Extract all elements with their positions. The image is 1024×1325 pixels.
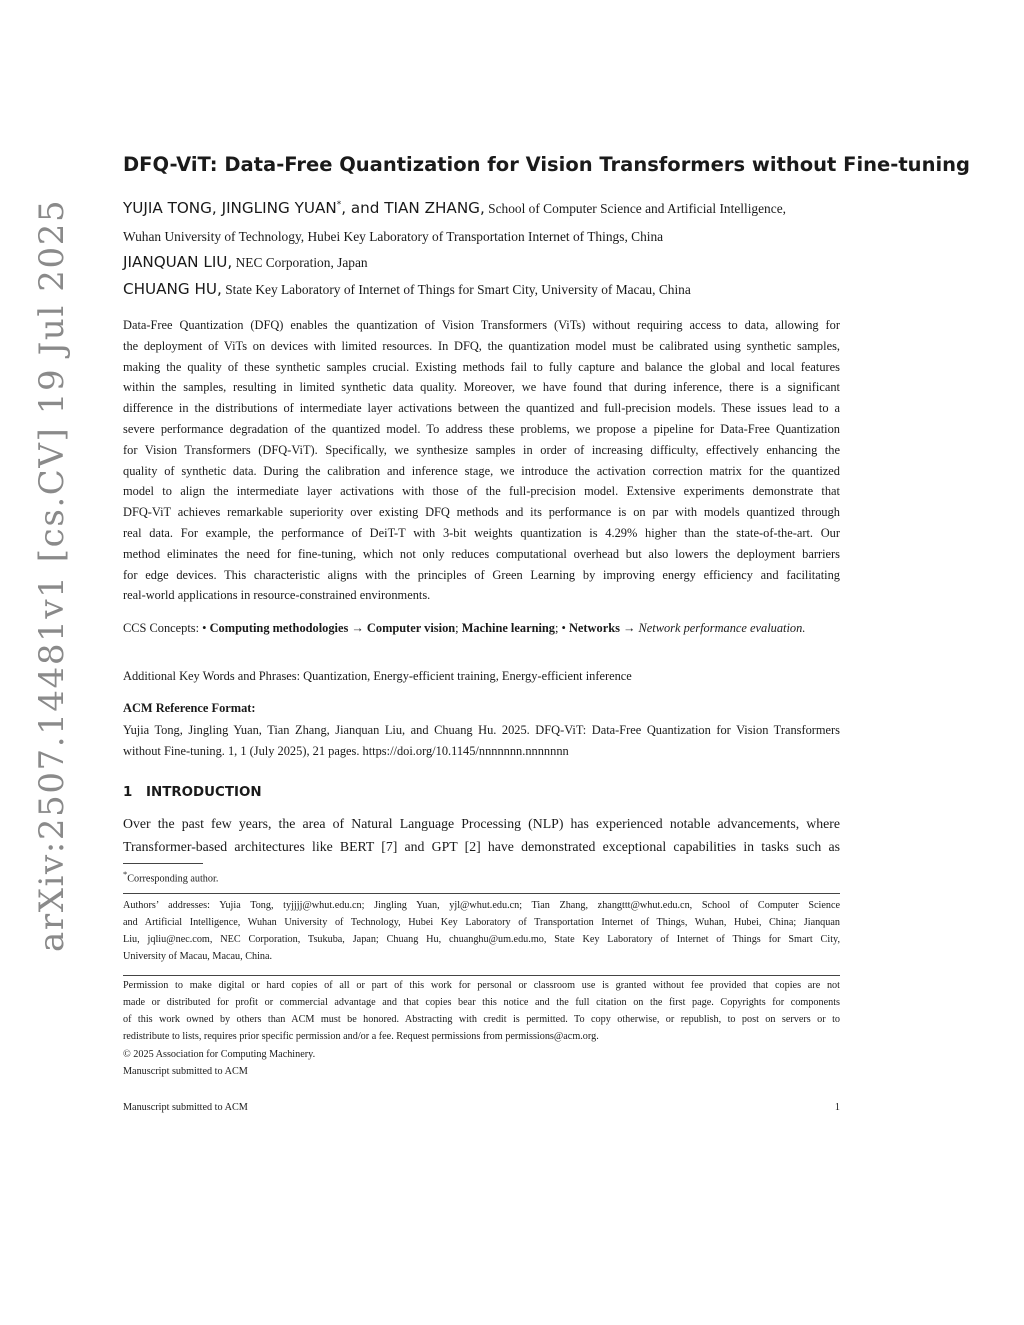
reference-format xyxy=(123,720,840,762)
abstract-line: quality of synthetic data. During the calibration and inference stage, we introduce the activation correction matrix for the quantized xyxy=(123,463,840,478)
footer-left: Manuscript submitted to ACM xyxy=(123,1102,248,1113)
section-number: 1 xyxy=(123,785,133,800)
author-names-3: CHUANG HU, xyxy=(123,280,222,298)
permission-notice xyxy=(123,977,840,1045)
authors-addresses xyxy=(123,897,840,965)
abstract-line: DFQ-ViT achieves remarkable superiority over existing DFQ methods and its performance is on par with models quantized through xyxy=(123,505,840,520)
footnote-mark: * xyxy=(123,869,128,879)
section-title: INTRODUCTION xyxy=(146,785,262,800)
abstract-line: making the quality of these synthetic samples crucial. Existing methods fail to fully capture and balance the global and local features xyxy=(123,359,840,374)
abstract-line: for Vision Transformers (DFQ-ViT). Specifically, we synthesize samples in order of increasing difficulty, effectively enhancing the xyxy=(123,442,840,457)
reference-heading: ACM Reference Format: xyxy=(123,701,256,715)
author-line-3 xyxy=(123,280,691,298)
address-line: and Artificial Intelligence, Wuhan University of Technology, Hubei Key Laboratory of Transportation Internet of Things, Wuhan, Hubei, China; Jianquan xyxy=(123,917,840,928)
arxiv-identifier: arXiv:2507.14481v1 [cs.CV] 19 Jul 2025 xyxy=(32,198,72,952)
intro-line: Transformer-based architectures like BERT [7] and GPT [2] have demonstrated exceptional capabilities in tasks such as xyxy=(123,839,840,854)
author-line-2 xyxy=(123,253,368,271)
author-line-1 xyxy=(123,199,786,217)
permission-line: of this work owned by others than ACM must be honored. Abstracting with credit is permitted. To copy otherwise, or republish, to post on servers or to xyxy=(123,1014,840,1025)
author-names-2: JIANQUAN LIU, xyxy=(123,253,233,271)
abstract-line: the deployment of ViTs on devices with limited resources. In DFQ, the quantization model must be calibrated using synthetic samples, xyxy=(123,338,840,353)
permission-line: Permission to make digital or hard copies of all or part of this work for personal or classroom use is granted without fee provided that copies are not xyxy=(123,980,840,991)
abstract-line: for edge devices. This characteristic aligns with the principles of Green Learning by improving energy efficiency and facilitating xyxy=(123,567,840,582)
reference-line: Yujia Tong, Jingling Yuan, Tian Zhang, Jianquan Liu, and Chuang Hu. 2025. DFQ-ViT: Data-Free Quantization for Vision Transformers xyxy=(123,723,840,737)
affiliation-2: NEC Corporation, Japan xyxy=(235,255,368,270)
abstract-line: model to align the intermediate layer activations with those of the full-precision model. Extensive experiments demonstrate that xyxy=(123,484,840,499)
intro-line: Over the past few years, the area of Natural Language Processing (NLP) has experienced notable advancements, where xyxy=(123,816,840,831)
page-number: 1 xyxy=(834,1102,840,1113)
address-line: University of Macau, Macau, China. xyxy=(123,951,273,962)
intro-paragraph xyxy=(123,812,840,858)
permission-line: made or distributed for profit or commercial advantage and that copies bear this notice and the full citation on the first page. Copyrights for components xyxy=(123,997,840,1008)
section-heading xyxy=(123,785,262,800)
address-line: Authors’ addresses: Yujia Tong, tyjjjj@whut.edu.cn; Jingling Yuan, yjl@whut.edu.cn; Tian Zhang, zhangttt@whut.edu.cn, School of Computer Science xyxy=(123,900,840,911)
paper-title: DFQ-ViT: Data-Free Quantization for Vision Transformers without Fine-tuning xyxy=(123,153,970,176)
manuscript-note: Manuscript submitted to ACM xyxy=(123,1066,248,1077)
abstract-line: within the samples, resulting in limited synthetic data quality. Moreover, we have found that during inference, there is a significant xyxy=(123,380,840,395)
ccs-concepts: CCS Concepts: • Computing methodologies → Computer vision; Machine learning; • Networks → Network performance evaluation. xyxy=(123,621,806,635)
corresponding-mark: * xyxy=(336,199,342,210)
affiliation-3: State Key Laboratory of Internet of Things for Smart City, University of Macau, China xyxy=(225,282,691,297)
author-names-1: YUJIA TONG, JINGLING YUAN*, and TIAN ZHANG, xyxy=(123,199,485,217)
address-line: Liu, jqliu@nec.com, NEC Corporation, Tsukuba, Japan; Chuang Hu, chuanghu@um.edu.mo, State Key Laboratory of Internet of Things for Smart City, xyxy=(123,934,840,945)
affiliation-1a: School of Computer Science and Artificial Intelligence, xyxy=(488,201,786,216)
abstract-line: severe performance degradation of the quantized model. To address these problems, we propose a pipeline for Data-Free Quantization xyxy=(123,421,840,436)
abstract-line: difference in the distributions of intermediate layer activations between the quantized and full-precision models. These issues lead to a xyxy=(123,401,840,416)
abstract xyxy=(123,315,840,606)
copyright-notice: © 2025 Association for Computing Machinery. xyxy=(123,1049,316,1060)
keywords: Additional Key Words and Phrases: Quantization, Energy-efficient training, Energy-efficient inference xyxy=(123,669,632,683)
footnote-rule xyxy=(123,863,203,864)
abstract-line: real data. For example, the performance of DeiT-T with 3-bit weights quantization is 4.29% higher than the state-of-the-art. Our xyxy=(123,525,840,540)
abstract-line: Data-Free Quantization (DFQ) enables the quantization of Vision Transformers (ViTs) without requiring access to data, allowing for xyxy=(123,318,840,332)
permission-rule xyxy=(123,975,840,976)
permission-line: redistribute to lists, requires prior specific permission and/or a fee. Request permissions from permissions@acm.org. xyxy=(123,1031,599,1042)
footnote: *Corresponding author. xyxy=(123,869,219,885)
abstract-line: method eliminates the need for fine-tuning, which not only reduces computational overhead but also lowers the deployment barriers xyxy=(123,546,840,561)
reference-line: without Fine-tuning. 1, 1 (July 2025), 21 pages. https://doi.org/10.1145/nnnnnnn.nnnnnnn xyxy=(123,744,569,758)
addresses-rule xyxy=(123,893,840,894)
abstract-line: real-world applications in resource-constrained environments. xyxy=(123,588,431,603)
affiliation-1b: Wuhan University of Technology, Hubei Key Laboratory of Transportation Internet of Things, China xyxy=(123,229,664,244)
